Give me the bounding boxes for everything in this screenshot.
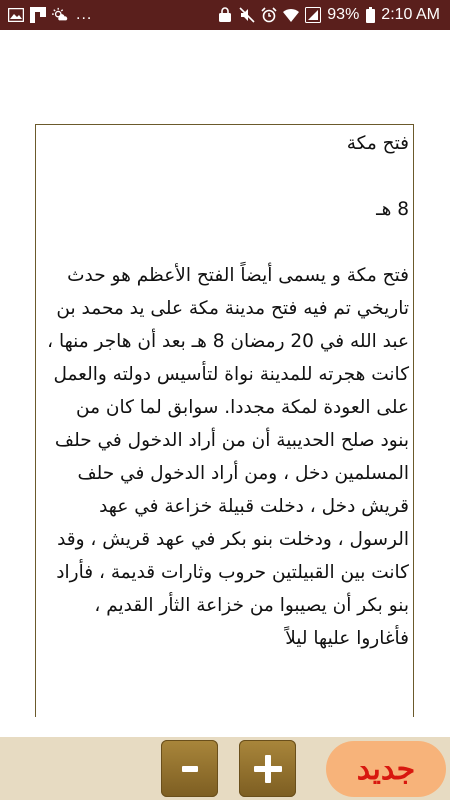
status-right [217, 6, 440, 24]
spacer [42, 160, 409, 193]
signal-icon [305, 7, 321, 23]
minus-icon [174, 753, 206, 785]
clock: 2:10 AM [381, 6, 440, 23]
battery-icon [365, 7, 375, 23]
status-left [8, 6, 92, 24]
article-container[interactable] [35, 124, 414, 717]
bottom-toolbar [0, 737, 450, 800]
flipboard-icon [30, 7, 46, 23]
article-body: فتح مكة و يسمى أيضاً الفتح الأعظم هو حدث تاريخي تم فيه فتح مدينة مكة على يد محمد بن عبد الله في 20 رمضان 8 هـ بعد أن هاجر منها ، كانت هجرته للمدينة نواة لتأسيس دولته والعمل على العودة لمكة مجددا. سوابق لما كان من بنود صلح الحديبية أن من أراد الدخول في حلف المسلمين دخل ، ومن أراد الدخول في حلف قريش دخل ، دخلت قبيلة خزاعة في عهد الرسول ، ودخلت بنو بكر في عهد قريش ، وقد كانت بين القبيلتين حروب وثارات قديمة ، فأراد بنو بكر أن يصيبوا من خزاعة الثأر القديم ، فأغاروا عليها ليلاً [47, 265, 409, 649]
new-button-label: جديد [356, 751, 416, 787]
battery-percent: 93% [327, 6, 360, 23]
wifi-icon [283, 7, 299, 23]
article-date: 8 هـ [376, 199, 409, 220]
spacer [42, 226, 409, 259]
mute-icon [239, 7, 255, 23]
weather-icon [52, 7, 68, 23]
increase-font-button[interactable] [239, 740, 296, 797]
new-button[interactable] [326, 741, 446, 797]
article-title: فتح مكة [346, 133, 409, 154]
image-icon [8, 7, 24, 23]
lock-icon [217, 7, 233, 23]
alarm-icon [261, 7, 277, 23]
decrease-font-button[interactable] [161, 740, 218, 797]
status-bar [0, 0, 450, 30]
plus-icon [248, 749, 288, 789]
article [36, 125, 413, 655]
more-notifications: ... [76, 6, 93, 23]
